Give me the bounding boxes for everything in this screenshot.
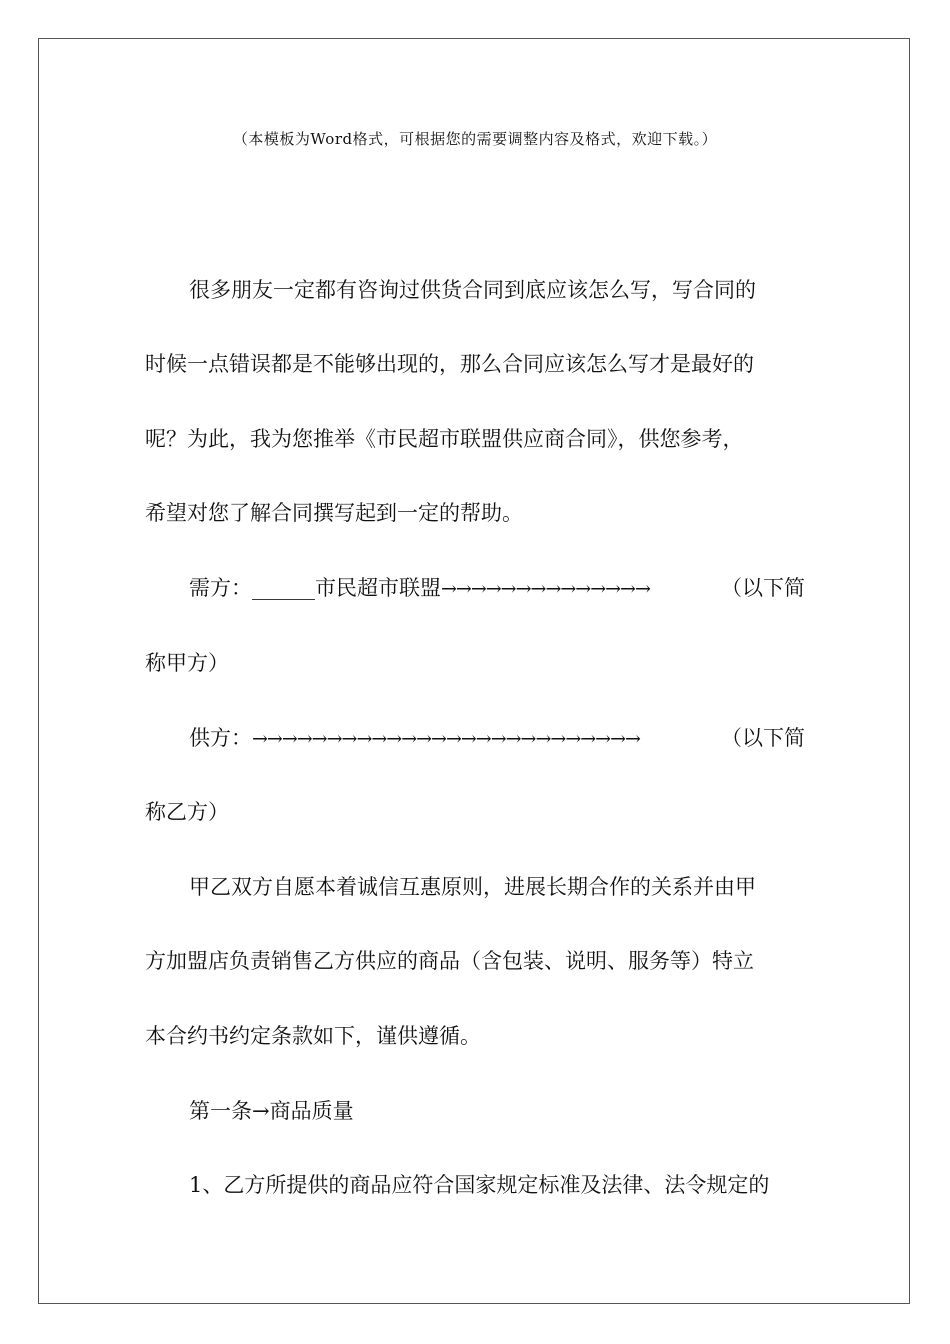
intro-line-2: 时候一点错误都是不能够出现的，那么合同应该怎么写才是最好的	[145, 352, 754, 376]
buyer-blank: ______	[252, 576, 315, 600]
template-note: （本模板为Word格式，可根据您的需要调整内容及格式，欢迎下载。）	[232, 130, 718, 148]
buyer-continuation: 称甲方）	[145, 651, 229, 675]
intro-line-1: 很多朋友一定都有咨询过供货合同到底应该怎么写，写合同的	[189, 278, 756, 302]
supplier-field	[189, 723, 640, 754]
buyer-line	[189, 573, 805, 604]
supplier-suffix: （以下简	[721, 726, 805, 750]
buyer-arrows: →→→→→→→→→→→→→→	[441, 578, 650, 600]
article-1-clause-1: 1、乙方所提供的商品应符合国家规定标准及法律、法令规定的	[189, 1173, 770, 1197]
agreement-line-2: 方加盟店负责销售乙方供应的商品（含包装、说明、服务等）特立	[145, 949, 754, 973]
supplier-continuation: 称乙方）	[145, 800, 229, 824]
intro-line-4: 希望对您了解合同撰写起到一定的帮助。	[145, 501, 523, 525]
intro-line-3: 呢？为此，我为您推举《市民超市联盟供应商合同》，供您参考，	[145, 427, 744, 451]
article-1-title: 第一条→商品质量	[189, 1099, 354, 1123]
supplier-line	[189, 723, 805, 754]
buyer-name: 市民超市联盟	[315, 576, 441, 600]
supplier-arrows: →→→→→→→→→→→→→→→→→→→→→→→→→→	[252, 728, 640, 750]
buyer-suffix: （以下简	[721, 576, 805, 600]
buyer-field	[189, 573, 650, 604]
buyer-label: 需方：	[189, 576, 252, 600]
agreement-line-3: 本合约书约定条款如下，谨供遵循。	[145, 1024, 481, 1048]
agreement-line-1: 甲乙双方自愿本着诚信互惠原则，进展长期合作的关系并由甲	[189, 875, 756, 899]
supplier-label: 供方：	[189, 726, 252, 750]
